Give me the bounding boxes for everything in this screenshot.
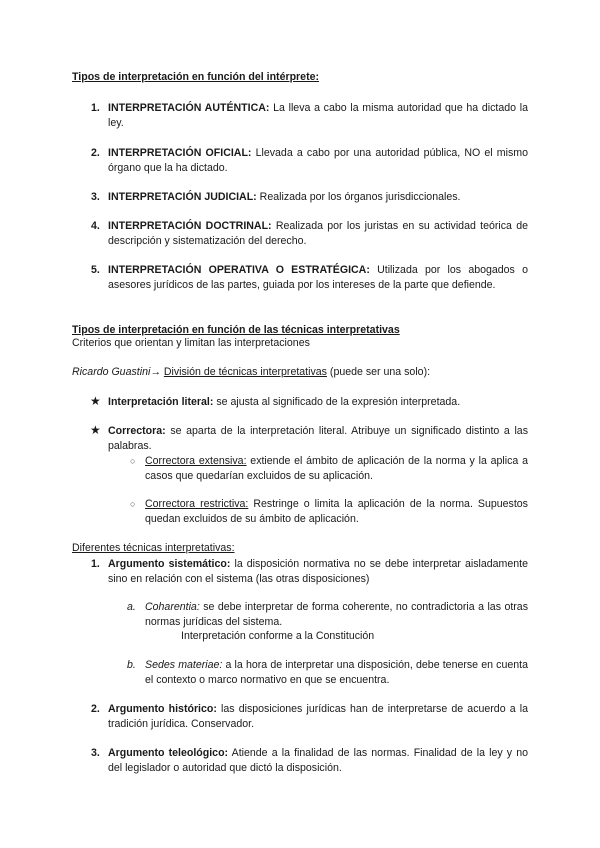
item-term: Sedes materiae: — [145, 659, 223, 671]
item-text: extiende el ámbito de aplicación de la norma y la aplica a casos que quedarían excluidos de su aplicación. — [145, 455, 528, 482]
item-term: INTERPRETACIÓN OPERATIVA O ESTRATÉGICA: — [108, 264, 370, 276]
division-label: División de técnicas interpretativas — [163, 366, 327, 378]
teleologico-item — [108, 746, 528, 776]
section1-heading: Tipos de interpretación en función del intérprete: — [72, 71, 320, 83]
literal-item — [108, 395, 528, 410]
author-line — [72, 365, 430, 380]
item-term: Interpretación literal: — [108, 396, 214, 408]
item-text: la disposición normativa no se debe interpretar aisladamente sino en relación con el sistema (las otras disposiciones) — [108, 558, 528, 585]
item-term: INTERPRETACIÓN AUTÉNTICA: — [108, 102, 270, 114]
item-text: Realizada por los órganos jurisdiccionales. — [259, 191, 461, 203]
star-bullet-icon: ★ — [90, 423, 101, 437]
section3-heading: Diferentes técnicas interpretativas: — [72, 542, 235, 554]
list-item-operativa — [108, 263, 528, 293]
list-item-autentica — [108, 101, 528, 131]
item-text: se ajusta al significado de la expresión interpretada. — [216, 396, 461, 408]
item-term: INTERPRETACIÓN DOCTRINAL: — [108, 220, 272, 232]
item-text: las disposiciones jurídicas han de interpretarse de acuerdo a la tradición jurídica. Conservador. — [108, 703, 528, 730]
section2-heading: Tipos de interpretación en función de las técnicas interpretativas — [72, 324, 400, 336]
item-text: La lleva a cabo la misma autoridad que ha dictado la ley. — [108, 102, 528, 129]
star-bullet-icon: ★ — [90, 394, 101, 408]
extensiva-item — [145, 454, 528, 484]
item-text: Atiende a la finalidad de las normas. Finalidad de la ley y no del legislador o autoridad que dictó la disposición. — [108, 747, 529, 774]
item-term: Argumento histórico: — [108, 703, 217, 715]
coherentia-note: Interpretación conforme a la Constitución — [181, 630, 375, 642]
item-term: Correctora extensiva: — [145, 455, 247, 467]
item-text: Llevada a cabo por una autoridad pública, NO el mismo órgano que la ha dictado. — [108, 147, 528, 174]
list-letter: b. — [127, 659, 136, 671]
correctora-item — [108, 424, 528, 454]
item-text: a la hora de interpretar una disposición, debe tenerse en cuenta el contexto o marco normativo en que se encuentra. — [145, 659, 528, 686]
item-text: se debe interpretar de forma coherente, no contradictoria a las otras normas jurídicas del sistema. — [145, 601, 528, 628]
item-term: Correctora restrictiva: — [145, 498, 249, 510]
sistematico-item — [108, 557, 528, 587]
coherentia-item — [145, 600, 528, 630]
list-item-judicial — [108, 190, 528, 205]
item-term: Argumento teleológico: — [108, 747, 229, 759]
item-term: INTERPRETACIÓN OFICIAL: — [108, 147, 252, 159]
item-term: Correctora: — [108, 425, 166, 437]
item-term: INTERPRETACIÓN JUDICIAL: — [108, 191, 257, 203]
list-number: 5. — [91, 264, 100, 276]
item-text: Realizada por los juristas en su actividad teórica de descripción y sistematización del derecho. — [108, 220, 528, 247]
item-term: Argumento sistemático: — [108, 558, 231, 570]
sedes-item — [145, 658, 528, 688]
list-number: 4. — [91, 220, 100, 232]
list-item-oficial — [108, 146, 528, 176]
division-note: (puede ser una solo): — [329, 366, 431, 378]
list-number: 2. — [91, 703, 100, 715]
circle-bullet-icon: ○ — [130, 456, 136, 466]
list-number: 3. — [91, 747, 100, 759]
list-item-doctrinal — [108, 219, 528, 249]
historico-item — [108, 702, 528, 732]
item-term: Coharentia: — [145, 601, 200, 613]
list-number: 2. — [91, 147, 100, 159]
item-text: se aparta de la interpretación literal. Atribuye un significado distinto a las palabras. — [108, 425, 528, 452]
section2-subtitle: Criterios que orientan y limitan las interpretaciones — [72, 337, 310, 349]
list-number: 1. — [91, 558, 100, 570]
item-text: Utilizada por los abogados o asesores jurídicos de las partes, guiada por los intereses de la parte que defiende. — [108, 264, 528, 291]
list-number: 1. — [91, 102, 100, 114]
author-name: Ricardo Guastini — [72, 366, 151, 378]
restrictiva-item — [145, 497, 528, 527]
list-letter: a. — [127, 601, 136, 613]
list-number: 3. — [91, 191, 100, 203]
arrow-icon: → — [150, 366, 161, 378]
item-text: Restringe o limita la aplicación de la norma. Supuestos quedan excluidos de su ámbito de aplicación. — [145, 498, 528, 525]
circle-bullet-icon: ○ — [130, 499, 136, 509]
